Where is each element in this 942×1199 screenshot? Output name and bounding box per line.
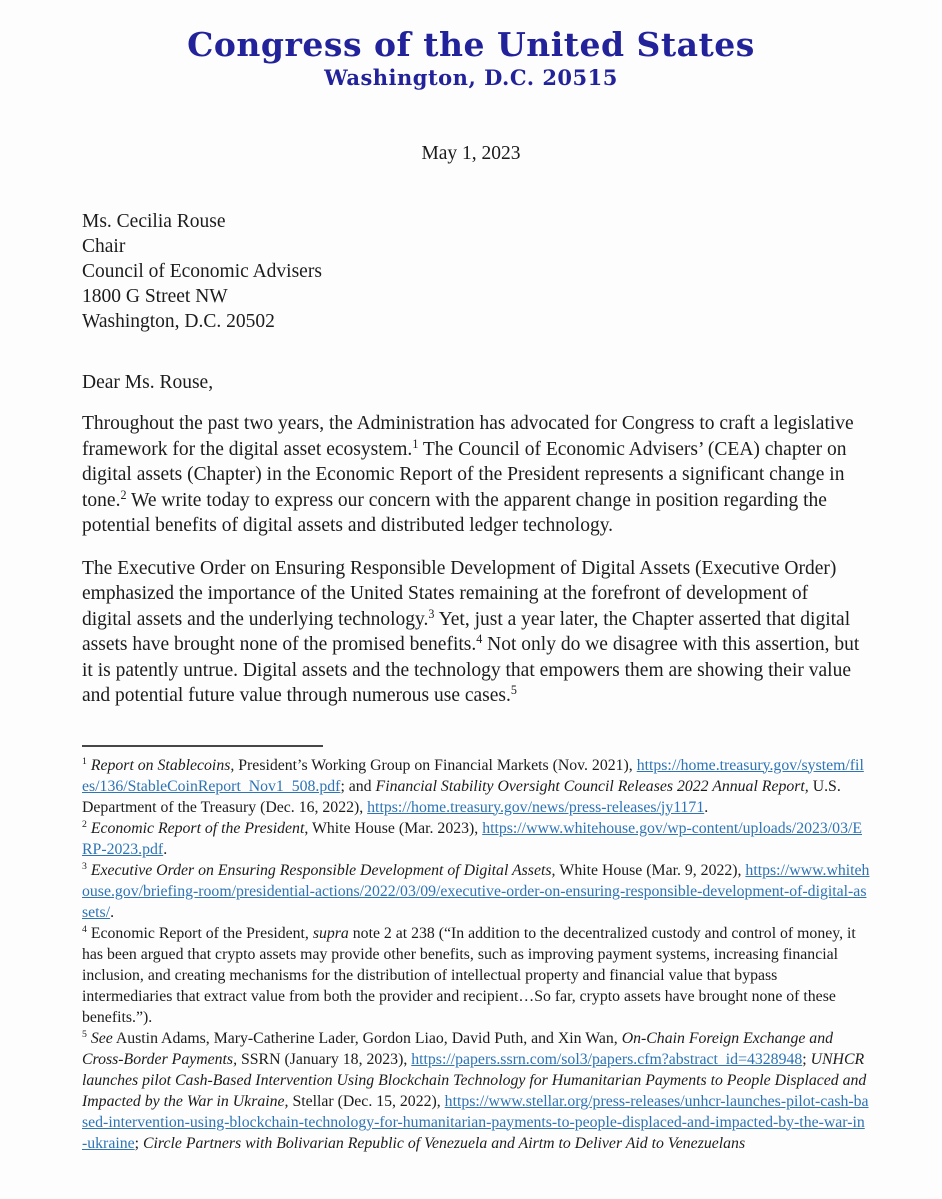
footnote: [82, 923, 870, 1028]
letter-paragraph: [82, 556, 862, 709]
italic-text: supra: [312, 924, 349, 942]
footnote-reference: 1: [412, 436, 419, 451]
hyperlink[interactable]: https://www.stellar.org/press-releases/unhcr-launches-pilot-cash-based-intervention-using-blockchain-technology-for-humanitarian-payments-to-people-displaced-and-impacted-by-the-war-in-ukraine: [82, 1092, 869, 1152]
text-run: Not only do we disagree with this assertion, but it is patently untrue. Digital assets and the technology that empowers them are showing their value and potential future value through numerous use cases.: [82, 634, 860, 706]
hyperlink[interactable]: https://www.whitehouse.gov/wp-content/uploads/2023/03/ERP-2023.pdf: [82, 819, 863, 858]
italic-text: See: [90, 1029, 113, 1047]
footnote-separator-rule: [82, 745, 323, 747]
text-run: note 2 at 238 (“In addition to the decentralized custody and control of money, it has been argued that crypto assets may provide other benefits, such as improving payment systems, increasing financial inclusion, and creating mechanisms for the distribution of intellectual property and financial value that bypass intermediaries that extract value from both the provider and recipient…So far, crypto assets have brought none of these benefits.”).: [82, 924, 856, 1026]
text-run: ; and: [340, 777, 376, 795]
footnote: [82, 818, 870, 860]
italic-text: Financial Stability Oversight Council Releases 2022 Annual Report,: [375, 777, 813, 795]
letter-body: [82, 411, 862, 709]
italic-text: Economic Report of the President: [90, 819, 305, 837]
footnote-marker: 3: [82, 861, 87, 873]
letterhead: [0, 0, 942, 91]
footnote-reference: 4: [476, 632, 483, 647]
italic-text: UNHCR launches pilot Cash-Based Intervention Using Blockchain Technology for Humanitarian Payments to People Displaced and Impacted by the War in Ukraine,: [82, 1050, 867, 1110]
recipient-address-block: [82, 209, 860, 334]
letter-paragraph: [82, 411, 862, 539]
text-run: The Executive Order on Ensuring Responsible Development of Digital Assets (Executive Order) emphasized the importance of the United States remaining at the forefront of development of digital assets and the underlying technology.: [82, 557, 837, 630]
text-run: President’s Working Group on Financial Markets (Nov. 2021),: [238, 756, 637, 774]
letterhead-title: Congress of the United States: [187, 25, 755, 64]
text-run: White House (Mar. 9, 2022),: [559, 861, 746, 879]
footnote: [82, 1028, 870, 1154]
footnote-reference: 5: [510, 683, 517, 698]
hyperlink[interactable]: https://www.whitehouse.gov/briefing-room/presidential-actions/2022/03/09/executive-order-on-ensuring-responsible-development-of-digital-assets/: [82, 861, 870, 921]
text-run: Economic Report of the President,: [90, 924, 313, 942]
salutation: Dear Ms. Rouse,: [82, 372, 214, 393]
footnote-reference: 3: [428, 606, 435, 621]
footnote-marker: 4: [82, 924, 87, 936]
text-run: , White House (Mar. 2023),: [304, 819, 483, 837]
text-run: .: [163, 840, 168, 858]
text-run: We write today to express our concern with the apparent change in position regarding the potential benefits of digital assets and distributed ledger technology.: [82, 489, 827, 536]
text-run: Yet, just a year later, the Chapter asserted that digital assets have brought none of the promised benefits.: [82, 608, 851, 655]
hyperlink[interactable]: https://home.treasury.gov/news/press-releases/jy1171: [367, 798, 705, 816]
text-run: Stellar (Dec. 15, 2022),: [292, 1092, 445, 1110]
footnote-marker: 1: [82, 756, 87, 768]
footnote-marker: 2: [82, 819, 87, 831]
italic-text: Report on Stablecoins,: [90, 756, 239, 774]
text-run: ;: [134, 1134, 143, 1152]
recipient-address-line: Council of Economic Advisers: [82, 261, 322, 282]
letterhead-subtitle: Washington, D.C. 20515: [324, 65, 618, 90]
footnotes-section: [82, 755, 870, 1154]
text-run: Austin Adams, Mary-Catherine Lader, Gordon Liao, David Puth, and Xin Wan,: [112, 1029, 622, 1047]
text-run: .: [704, 798, 709, 816]
italic-text: On-Chain Foreign Exchange and Cross-Border Payments,: [82, 1029, 834, 1068]
text-run: ;: [802, 1050, 811, 1068]
letter-date: May 1, 2023: [421, 143, 521, 164]
hyperlink[interactable]: https://home.treasury.gov/system/files/136/StableCoinReport_Nov1_508.pdf: [82, 756, 864, 795]
text-run: SSRN (January 18, 2023),: [240, 1050, 412, 1068]
hyperlink[interactable]: https://papers.ssrn.com/sol3/papers.cfm?abstract_id=4328948: [411, 1050, 803, 1068]
recipient-address-line: Ms. Cecilia Rouse: [82, 211, 226, 232]
footnote: [82, 860, 870, 923]
recipient-address-line: Washington, D.C. 20502: [82, 311, 275, 332]
footnote-reference: 2: [120, 487, 127, 502]
text-run: Throughout the past two years, the Administration has advocated for Congress to craft a legislative framework for the digital asset ecosystem.: [82, 413, 854, 460]
footnote-marker: 5: [82, 1029, 87, 1041]
text-run: The Council of Economic Advisers’ (CEA) chapter on digital assets (Chapter) in the Economic Report of the President represents a significant change in tone.: [82, 438, 847, 511]
recipient-address-line: 1800 G Street NW: [82, 286, 228, 307]
recipient-address-line: Chair: [82, 236, 126, 257]
text-run: .: [110, 903, 115, 921]
italic-text: Executive Order on Ensuring Responsible Development of Digital Assets,: [90, 861, 560, 879]
footnote: [82, 755, 870, 818]
italic-text: Circle Partners with Bolivarian Republic of Venezuela and Airtm to Deliver Aid to Venezuelans: [142, 1134, 746, 1152]
text-run: U.S. Department of the Treasury (Dec. 16, 2022),: [82, 777, 841, 816]
